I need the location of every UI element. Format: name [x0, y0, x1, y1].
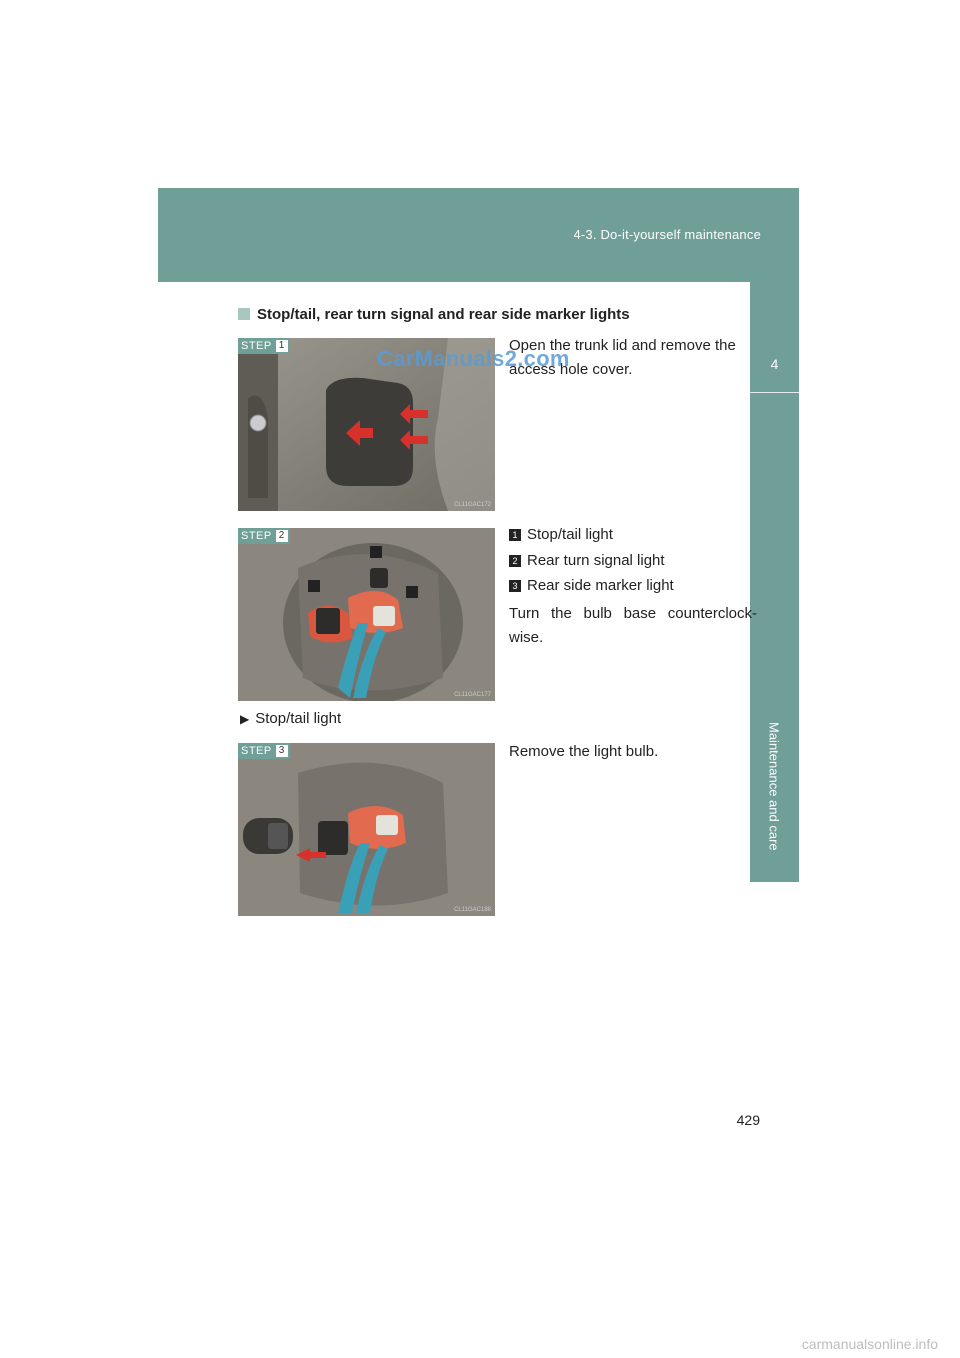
- step3-text: Remove the light bulb.: [509, 743, 659, 760]
- chapter-tab: [750, 282, 799, 882]
- legend-item: 2 Rear turn signal light: [509, 552, 665, 569]
- step2-label: STEP 2: [238, 528, 290, 544]
- watermark-text: CarManuals2.com: [377, 346, 570, 371]
- legend-key-icon: 1: [509, 529, 521, 541]
- chapter-label: Maintenance and care: [766, 722, 782, 851]
- legend-item: 1 Stop/tail light: [509, 526, 613, 543]
- step1-text: Open the trunk lid and remove the access hole cover.: [509, 337, 736, 378]
- page-number: 429: [736, 1112, 760, 1128]
- section-title: 4-3. Do-it-yourself maintenance: [573, 227, 761, 242]
- legend-key-icon: 3: [509, 580, 521, 592]
- legend-key-icon: 2: [509, 555, 521, 567]
- step3-figure-code: CL11GAC188: [454, 907, 491, 913]
- header-band: [158, 188, 799, 282]
- step1-label: STEP 1: [238, 338, 290, 354]
- chapter-divider: [750, 392, 799, 393]
- step2-text: Turn the bulb base counterclock-wise.: [509, 605, 757, 646]
- triangle-bullet-icon: ▶: [240, 712, 250, 726]
- step3-figure: [238, 743, 495, 916]
- chapter-number: 4: [770, 356, 779, 372]
- substep-heading: ▶ Stop/tail light: [240, 710, 342, 727]
- square-bullet-icon: [238, 308, 250, 320]
- step3-label: STEP 3: [238, 743, 290, 759]
- bulb-removal-illustration: [238, 743, 495, 916]
- bulb-sockets-illustration: [238, 528, 495, 701]
- step1-figure-code: CL11GAC172: [454, 502, 491, 508]
- step2-figure: [238, 528, 495, 701]
- legend-item: 3 Rear side marker light: [509, 577, 674, 594]
- section-heading: [238, 306, 630, 323]
- section-heading-text: Stop/tail, rear turn signal and rear side marker lights: [257, 306, 630, 323]
- step2-figure-code: CL11GAC177: [454, 692, 491, 698]
- footer-watermark: carmanualsonline.info: [801, 1336, 938, 1352]
